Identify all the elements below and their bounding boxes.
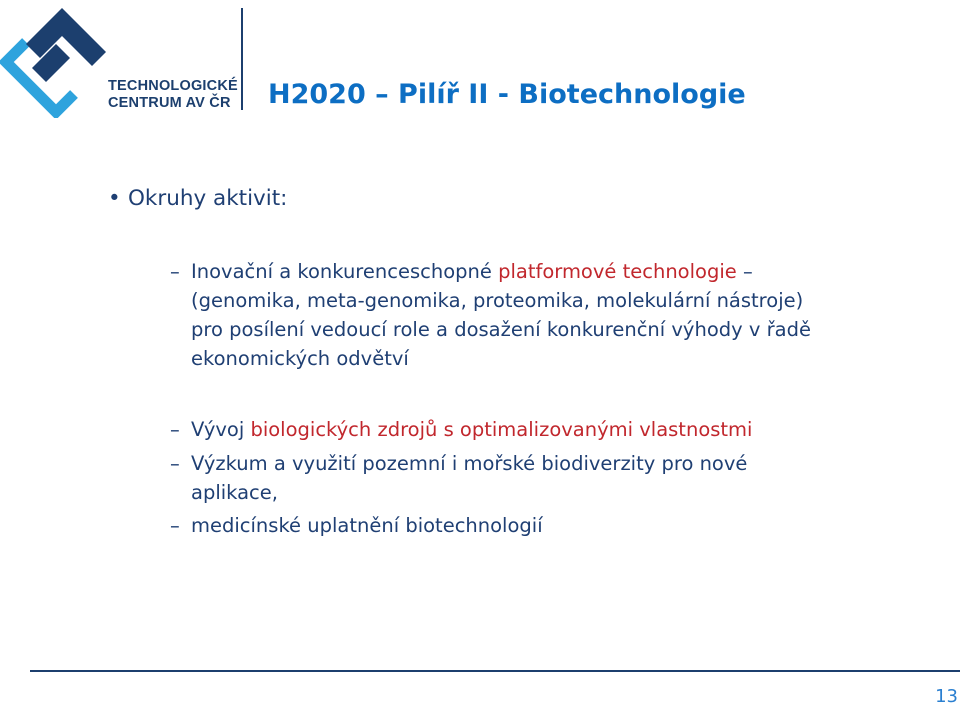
- list-dash: –: [170, 452, 180, 475]
- list-item-body: [191, 511, 950, 540]
- list-item-body: [191, 449, 950, 507]
- footer-rule: [30, 670, 960, 672]
- list-dash: –: [170, 260, 180, 283]
- list-item: [170, 415, 950, 444]
- list-item-line: aplikace,: [191, 481, 278, 504]
- list-item-line: [191, 415, 950, 444]
- tc-logo-mark-icon: [0, 0, 110, 118]
- section-heading-text: Okruhy aktivit:: [128, 186, 288, 211]
- list-item: [170, 449, 950, 507]
- list-item-body: [191, 415, 950, 444]
- header-divider: [241, 8, 243, 110]
- list-item-line: ekonomických odvětví: [191, 347, 409, 370]
- text-highlight: platformové technologie: [498, 260, 737, 283]
- text-normal: Inovační a konkurenceschopné: [191, 260, 499, 283]
- list-dash: –: [170, 514, 180, 537]
- bullet-point: •: [108, 186, 121, 211]
- logo-text: [108, 78, 238, 112]
- list-item-line: Výzkum a využití pozemní i mořské biodiverzity pro nové: [191, 452, 748, 475]
- text-normal: Vývoj: [191, 418, 251, 441]
- list-item-line: pro posílení vedoucí role a dosažení konkurenční výhody v řadě: [191, 318, 811, 341]
- list-item-line: (genomika, meta-genomika, proteomika, molekulární nástroje): [191, 289, 804, 312]
- page-title: H2020 – Pilíř II - Biotechnologie: [268, 79, 746, 110]
- list-item: [170, 257, 950, 373]
- list-item-line: [191, 257, 950, 286]
- list-item-line: medicínské uplatnění biotechnologií: [191, 514, 543, 537]
- page-number: 13: [935, 686, 958, 707]
- text-normal: –: [736, 260, 753, 283]
- logo: [0, 0, 238, 120]
- list-item: [170, 511, 950, 540]
- text-highlight: biologických zdrojů s optimalizovanými vlastnostmi: [250, 418, 753, 441]
- section-heading: [108, 184, 287, 214]
- list-dash: –: [170, 418, 180, 441]
- list-item-body: [191, 257, 950, 373]
- logo-text-line2: CENTRUM AV ČR: [108, 95, 231, 111]
- logo-text-line1: TECHNOLOGICKÉ: [108, 78, 238, 94]
